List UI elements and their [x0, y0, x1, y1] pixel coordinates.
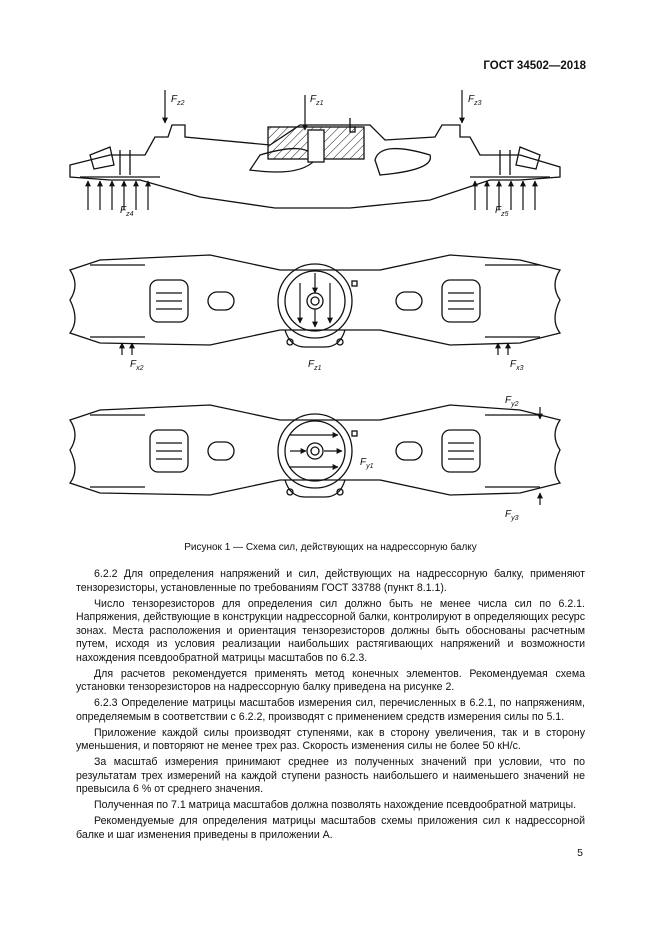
label-fz3: $F_{z3}$	[468, 94, 482, 107]
label-fy2: $F_{y2}$	[505, 395, 519, 408]
standard-header: ГОСТ 34502—2018	[483, 60, 586, 72]
plan-view-vertical-arrows	[122, 273, 508, 355]
label-fz2: $F_{z2}$	[171, 94, 185, 107]
label-fx2: $F_{x2}$	[130, 359, 144, 372]
paragraph-loading-steps: Приложение каждой силы производят ступенями, как в сторону увеличения, так и в сторону уменьшения, и повторяют не менее трех раз. Скорость изменения силы не более 50 кН/с.	[76, 726, 585, 752]
plan-view-lateral-arrows	[290, 407, 540, 505]
label-fx1: $F_{z1}$	[308, 359, 322, 372]
plan-view-vertical	[70, 255, 560, 347]
page-number: 5	[577, 847, 583, 859]
plan-view-vertical-labels	[130, 359, 524, 372]
paragraph-appendix: Рекомендуемые для определения матрицы масштабов схемы приложения сил к надрессорной балке и шаг изменения приведены в приложении А.	[76, 815, 585, 841]
label-fy3: $F_{y3}$	[505, 509, 519, 522]
label-fz5: $F_{z5}$	[495, 205, 509, 218]
label-fx3: $F_{x3}$	[510, 359, 524, 372]
bolster-force-diagram	[50, 85, 610, 535]
paragraph-scale: За масштаб измерения принимают среднее из полученных значений при условии, что по результатам трех измерений на каждой ступени разность наибольшего и наименьшего значений не превысила 6 % от среднего значения.	[76, 756, 585, 795]
label-fz1: $F_{z1}$	[310, 94, 324, 107]
paragraph-6-2-2: 6.2.2 Для определения напряжений и сил, действующих на надрессорную балку, применяют тензорезисторы, установленные по требованиям ГОСТ 33788 (пункт 8.1.1).	[76, 568, 585, 594]
plan-view-lateral	[70, 405, 560, 497]
paragraph-fem: Для расчетов рекомендуется применять метод конечных элементов. Рекомендуемая схема установки тензорезисторов на надрессорную балку приведена на рисунке 2.	[76, 667, 585, 693]
plan-view-lateral-labels	[360, 395, 519, 522]
paragraph-strain-gauges: Число тензорезисторов для определения сил должно быть не менее числа сил по 6.2.1. Напряжения, действующие в конструкции надрессорной балки, контролируют в определяющих ресурс зонах. Места расположения и ориентация тензорезисторов должны быть обоснованы расчетным путем, исходя из условия реализации наибольших растягивающих напряжений и возможности нахождения псевдообратной матрицы масштабов по 6.2.3.	[76, 597, 585, 664]
body-text	[76, 568, 585, 845]
label-fy1: $F_{y1}$	[360, 457, 374, 470]
paragraph-matrix: Полученная по 7.1 матрица масштабов должна позволять нахождение псевдообратной матрицы.	[94, 799, 577, 811]
figure-caption: Рисунок 1 — Схема сил, действующих на надрессорную балку	[184, 542, 477, 553]
paragraph-6-2-3: 6.2.3 Определение матрицы масштабов измерения сил, перечисленных в 6.2.1, по напряжениям, определяемым в соответствии с 6.2.2, производят с применением средств измерения силы по 5.1.	[76, 697, 585, 723]
label-fz4: $F_{z4}$	[120, 205, 134, 218]
